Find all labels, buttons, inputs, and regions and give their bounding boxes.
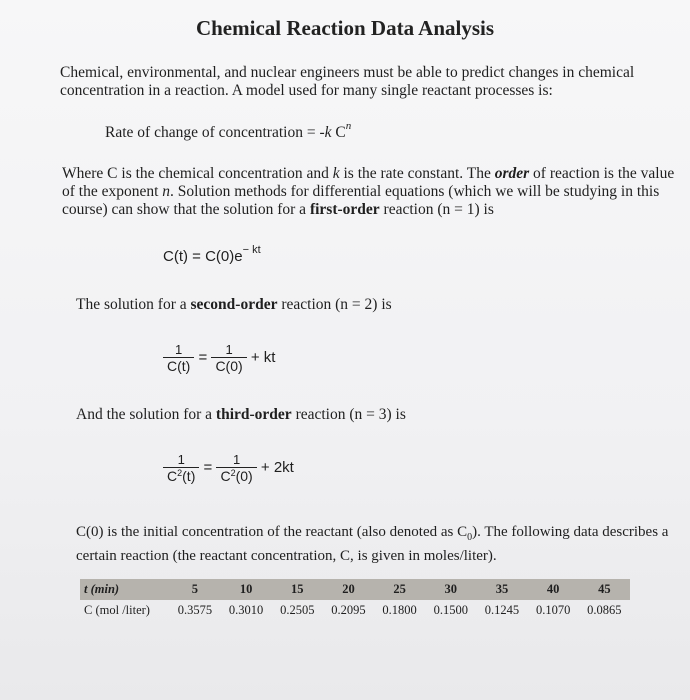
table-cell: 0.1245	[484, 603, 520, 617]
rate-k: k	[324, 124, 332, 141]
table-cell: 40	[528, 579, 579, 600]
table-cell: 0.1500	[433, 603, 468, 617]
table-cell: 15	[272, 579, 323, 600]
table-cell: 35	[476, 579, 527, 600]
fraction-right: $\frac{1}{C^2(0)}$	[216, 452, 256, 484]
table-cell: 0.3575	[177, 603, 213, 617]
concentration-table	[80, 579, 630, 621]
rate-label: Rate of change of concentration = -	[105, 124, 325, 141]
rate-c: C	[331, 124, 346, 141]
table-cell: 0.1070	[535, 603, 571, 617]
table-cell: 5	[169, 579, 220, 600]
third-order-intro: And the solution for a third-order reaction (n = 3) is	[76, 406, 406, 423]
table-cell: 20	[323, 579, 374, 600]
data-description: C(0) is the initial concentration of the reactant (also denoted as $C_0$). The following data describes a certain reaction (the reactant concentration, C, is given in moles/liter).	[76, 524, 669, 564]
table-cell: 0.1800	[382, 603, 417, 617]
second-order-equation: $\frac{1}{C(t)}$ = $\frac{1}{C(0)}$ + kt	[163, 342, 275, 374]
fraction-left: $\frac{1}{C(t)}$	[163, 342, 194, 374]
first-order-equation: $C(t) = C(0)e^{- kt}$	[163, 244, 261, 265]
fraction-left: $\frac{1}{C^2(t)}$	[163, 452, 199, 484]
time-row-label: t (min)	[80, 579, 169, 600]
table-cell: 25	[374, 579, 425, 600]
table-cell: 30	[425, 579, 476, 600]
concentration-row	[80, 600, 630, 621]
third-order-equation: $\frac{1}{C^2(t)}$ = $\frac{1}{C^2(0)}$ + 2kt	[163, 452, 294, 484]
fraction-right: $\frac{1}{C(0)}$	[211, 342, 246, 374]
page-title: Chemical Reaction Data Analysis	[195, 16, 495, 40]
table-cell: 0.0865	[587, 603, 622, 617]
second-order-intro: The solution for a second-order reaction (n = 2) is	[76, 296, 392, 313]
table-cell: 10	[221, 579, 272, 600]
rate-n: n	[345, 120, 352, 132]
intro-paragraph: Chemical, environmental, and nuclear engineers must be able to predict changes in chemical concentration in a reaction. A model used for many single reactant processes is:	[60, 64, 635, 99]
order-paragraph: Where C is the chemical concentration and k is the rate constant. The order of reaction is the value of the exponent n. Solution methods for differential equations (which we will be studying in this course) can show that the solution for a first-order reaction (n = 1) is	[62, 165, 675, 218]
table-cell: 0.2095	[331, 603, 366, 617]
concentration-row-label: C (mol /liter)	[84, 603, 150, 617]
table-cell: 0.2505	[280, 603, 315, 617]
time-row	[80, 579, 630, 600]
table-cell: 0.3010	[228, 603, 264, 617]
table-cell: 45	[579, 579, 630, 600]
rate-equation	[105, 120, 352, 142]
